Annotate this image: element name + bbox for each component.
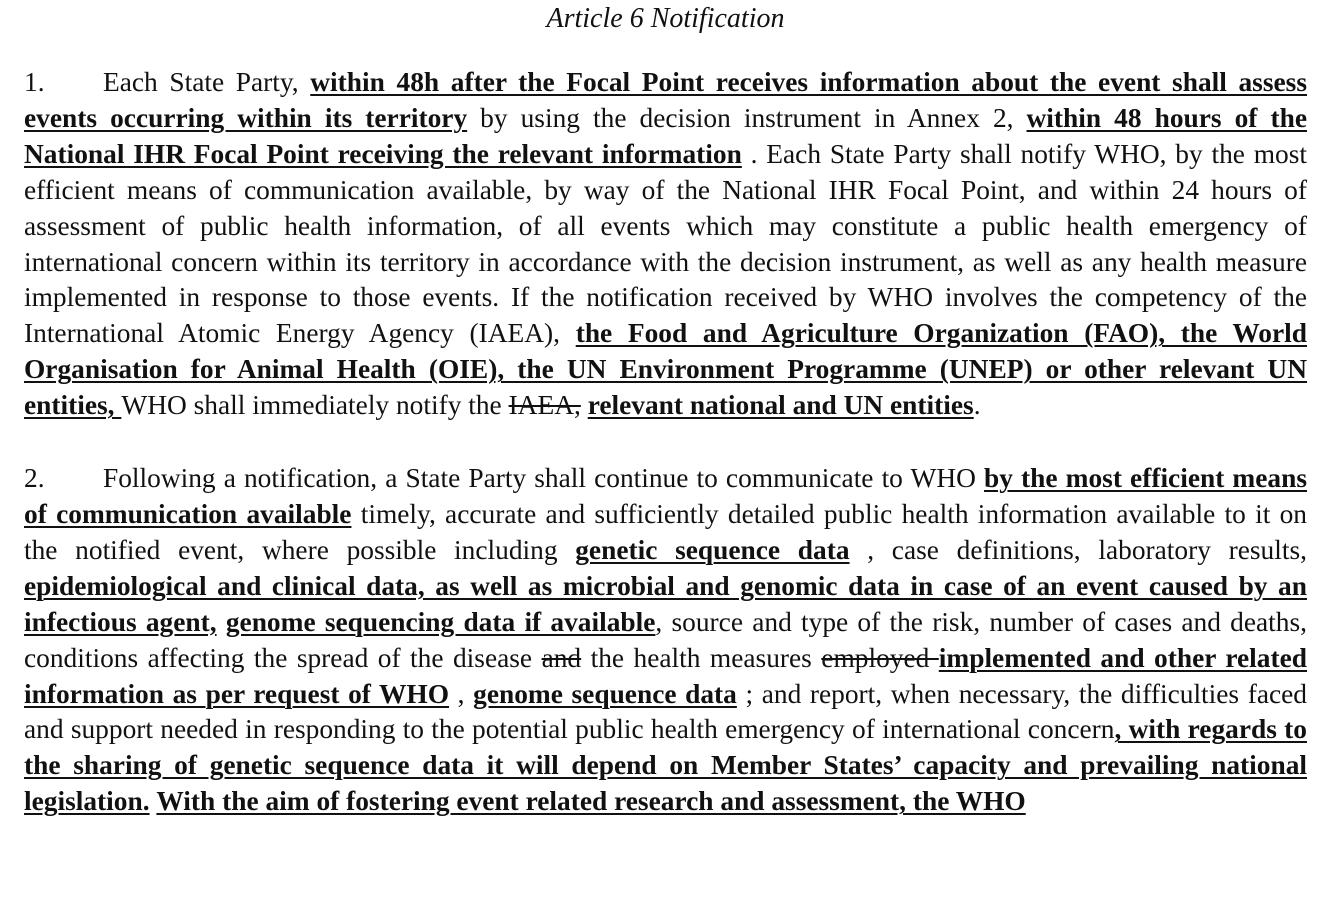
p2-insertion-5: implemented and other related information as per request of WHO	[24, 642, 1307, 709]
p1-text-3: . Each State Party shall notify WHO, by the most efficient means of communication available, by way of the National IHR Focal Point, and within 24 hours of assessment of public health information, of all events which may constitute a public health emergency of international concern within its territory in accordance with the decision instrument, as well as any health measure implemented in response to those events. If the notification received by WHO involves the competency of the International Atomic Energy Agency (IAEA),	[24, 138, 1308, 349]
p2-text-7: ,	[449, 678, 474, 709]
p2-text-2: timely, accurate and sufficiently detailed public health information available to it on the notified event, where possible including	[24, 498, 1307, 565]
p2-insertion-7: , with regards to the sharing of genetic sequence data it will depend on Member States’ capacity and prevailing national legislation.	[24, 714, 1307, 817]
p1-insertion-3: the Food and Agriculture Organization (FAO), the World Organisation for Animal Health (OIE), the UN Environment Programme (UNEP) or other relevant UN entities,	[24, 318, 1307, 421]
paragraph-2-number: 2.	[24, 463, 45, 494]
p2-text-1: Following a notification, a State Party shall continue to communicate to WHO	[103, 463, 984, 494]
article-title: Article 6 Notification	[546, 3, 785, 34]
p1-text-6: .	[973, 390, 981, 421]
p2-deletion-2: employed	[821, 642, 939, 673]
p2-text-6: the health measures	[581, 642, 822, 673]
p1-insertion-1: within 48h after the Focal Point receives information about the event shall assess events occurring within its territory	[24, 67, 1307, 133]
p1-text-1: Each State Party,	[103, 67, 311, 97]
p1-text-2: by using the decision instrument in Annex 2,	[467, 102, 1027, 133]
paragraph-2	[24, 461, 1307, 820]
p2-insertion-6: genome sequence data	[473, 678, 737, 709]
p1-deletion-1: IAEA,	[508, 390, 581, 421]
p2-insertion-8: With the aim of fostering event related research and assessment, the WHO	[156, 786, 1026, 817]
p1-insertion-4: relevant national and UN entities	[587, 390, 974, 421]
p2-insertion-4: genome sequencing data if available	[225, 606, 656, 637]
p2-deletion-1: and	[541, 642, 582, 673]
p2-insertion-2: genetic sequence data	[575, 534, 850, 565]
document-page	[24, 0, 1307, 857]
p2-text-8: ; and report, when necessary, the difficulties faced and support needed in responding to the potential public health emergency of international concern	[24, 678, 1308, 745]
p2-text-5: , source and type of the risk, number of cases and deaths, conditions affecting the spread of the disease	[24, 606, 1307, 673]
p2-text-3: , case definitions, laboratory results,	[849, 534, 1307, 565]
p2-insertion-3: epidemiological and clinical data, as well as microbial and genomic data in case of an event caused by an infectious agent,	[24, 570, 1307, 637]
p1-insertion-2: within 48 hours of the National IHR Focal Point receiving the relevant information	[24, 102, 1307, 169]
paragraph-1	[24, 65, 1307, 424]
p2-text-4	[217, 607, 226, 637]
paragraph-1-number: 1.	[24, 67, 45, 97]
p2-insertion-1: by the most efficient means of communication available	[24, 463, 1307, 529]
p1-text-5	[581, 390, 588, 420]
p1-text-4: WHO shall immediately notify the	[121, 390, 509, 421]
